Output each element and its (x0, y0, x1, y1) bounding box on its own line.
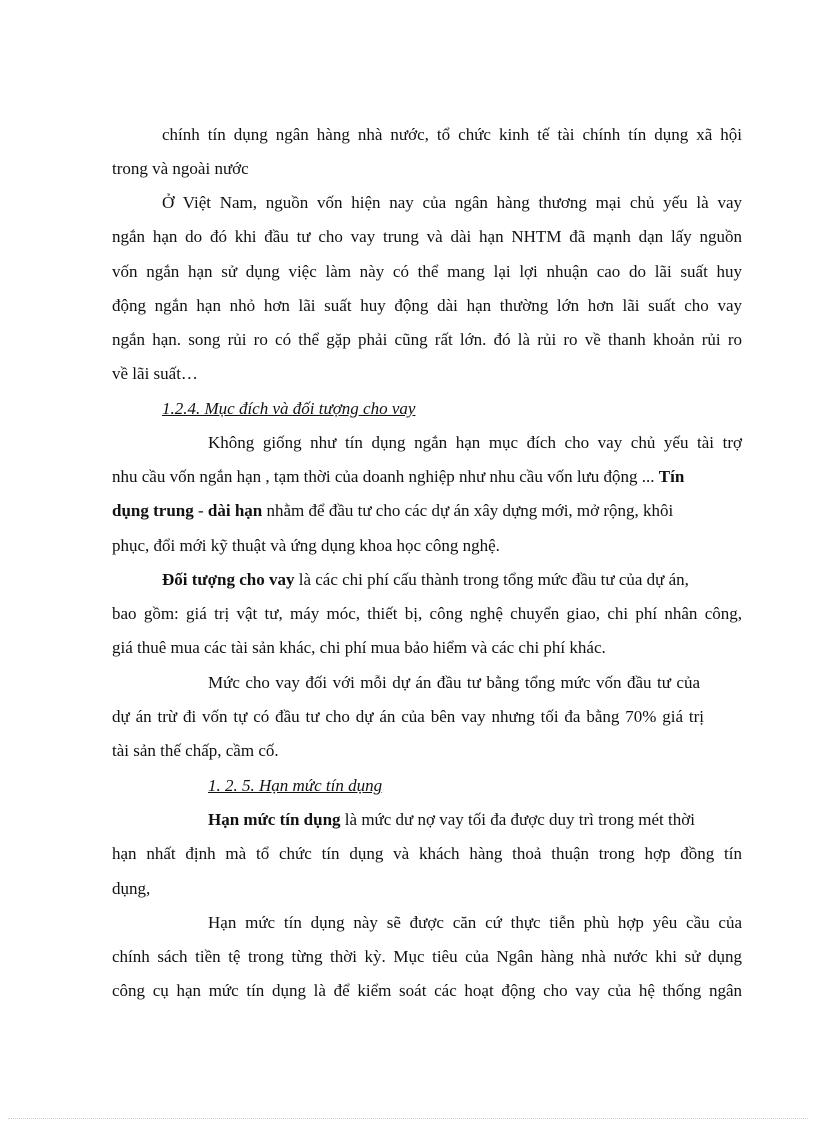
section-heading-1-2-5: 1. 2. 5. Hạn mức tín dụng (208, 776, 383, 795)
paragraph-7-line-2: chính sách tiền tệ trong từng thời kỳ. Mục tiêu của Ngân hàng nhà nước khi sử dụng (112, 947, 742, 966)
paragraph-6-line-1 (208, 809, 695, 831)
paragraph-2-line-1: Ở Việt Nam, nguồn vốn hiện nay của ngân hàng thương mại chủ yếu là vay (162, 193, 742, 212)
paragraph-5-line-1: Mức cho vay đối với mỗi dự án đầu tư bằng tổng mức vốn đầu tư của (208, 673, 700, 692)
bold-term-dai-han: dài hạn (207, 501, 263, 520)
dash-separator: - (193, 501, 208, 520)
paragraph-5-line-3: tài sản thế chấp, cầm cố. (112, 741, 279, 760)
paragraph-2-line-2: ngắn hạn do đó khi đầu tư cho vay trung và dài hạn NHTM đã mạnh dạn lấy nguồn (112, 227, 742, 246)
paragraph-4-line-2: bao gồm: giá trị vật tư, máy móc, thiết bị, công nghệ chuyển giao, chi phí nhân công, (112, 604, 742, 623)
paragraph-3-line-2 (112, 466, 742, 488)
paragraph-6-line-2: hạn nhất định mà tổ chức tín dụng và khách hàng thoả thuận trong hợp đồng tín (112, 844, 742, 863)
paragraph-2-line-4: động ngắn hạn nhỏ hơn lãi suất huy động dài hạn thường lớn hơn lãi suất cho vay (112, 296, 742, 315)
paragraph-7-line-3: công cụ hạn mức tín dụng là để kiểm soát các hoạt động cho vay của hệ thống ngân (112, 981, 742, 1000)
bold-term-dung-trung: dụng trung (112, 501, 194, 520)
paragraph-6-line-1-text: là mức dư nợ vay tối đa được duy trì trong mét thời (340, 810, 695, 829)
paragraph-2-line-6: về lãi suất… (112, 364, 198, 383)
paragraph-3-line-3 (112, 500, 673, 522)
paragraph-3-line-3-text: nhằm để đầu tư cho các dự án xây dựng mới, mở rộng, khôi (262, 501, 674, 520)
paragraph-3-line-4: phục, đổi mới kỹ thuật và ứng dụng khoa học công nghệ. (112, 536, 500, 555)
bold-term-tin: Tín (658, 467, 685, 486)
paragraph-3-line-1: Không giống như tín dụng ngắn hạn mục đích cho vay chủ yếu tài trợ (208, 433, 742, 452)
bold-term-doi-tuong-cho-vay: Đối tượng cho vay (162, 570, 295, 589)
paragraph-4-line-3: giá thuê mua các tài sản khác, chi phí mua bảo hiểm và các chi phí khác. (112, 638, 606, 657)
paragraph-1-line-1: chính tín dụng ngân hàng nhà nước, tổ chức kinh tế tài chính tín dụng xã hội (162, 125, 742, 144)
section-heading-1-2-4: 1.2.4. Mục đích và đối tượng cho vay (162, 399, 416, 418)
paragraph-4-line-1 (162, 569, 689, 591)
paragraph-6-line-3: dụng, (112, 879, 151, 898)
bold-term-han-muc-tin-dung: Hạn mức tín dụng (208, 810, 341, 829)
paragraph-2-line-5: ngắn hạn. song rủi ro có thể gặp phải cũng rất lớn. đó là rủi ro về thanh khoản rủi ro (112, 330, 742, 349)
paragraph-2-line-3: vốn ngắn hạn sử dụng việc làm này có thể mang lại lợi nhuận cao do lãi suất huy (112, 262, 742, 281)
paragraph-1-line-2: trong và ngoài nước (112, 159, 249, 178)
page-bottom-divider (8, 1118, 808, 1119)
paragraph-4-line-1-text: là các chi phí cấu thành trong tổng mức đầu tư của dự án, (294, 570, 689, 589)
paragraph-7-line-1: Hạn mức tín dụng này sẽ được căn cứ thực tiễn phù hợp yêu cầu của (208, 913, 742, 932)
paragraph-3-line-2-text: nhu cầu vốn ngắn hạn , tạm thời của doanh nghiệp như nhu cầu vốn lưu động ... (112, 467, 659, 486)
paragraph-5-line-2: dự án trừ đi vốn tự có đầu tư cho dự án của bên vay nhưng tối đa bằng 70% giá trị (112, 707, 704, 726)
